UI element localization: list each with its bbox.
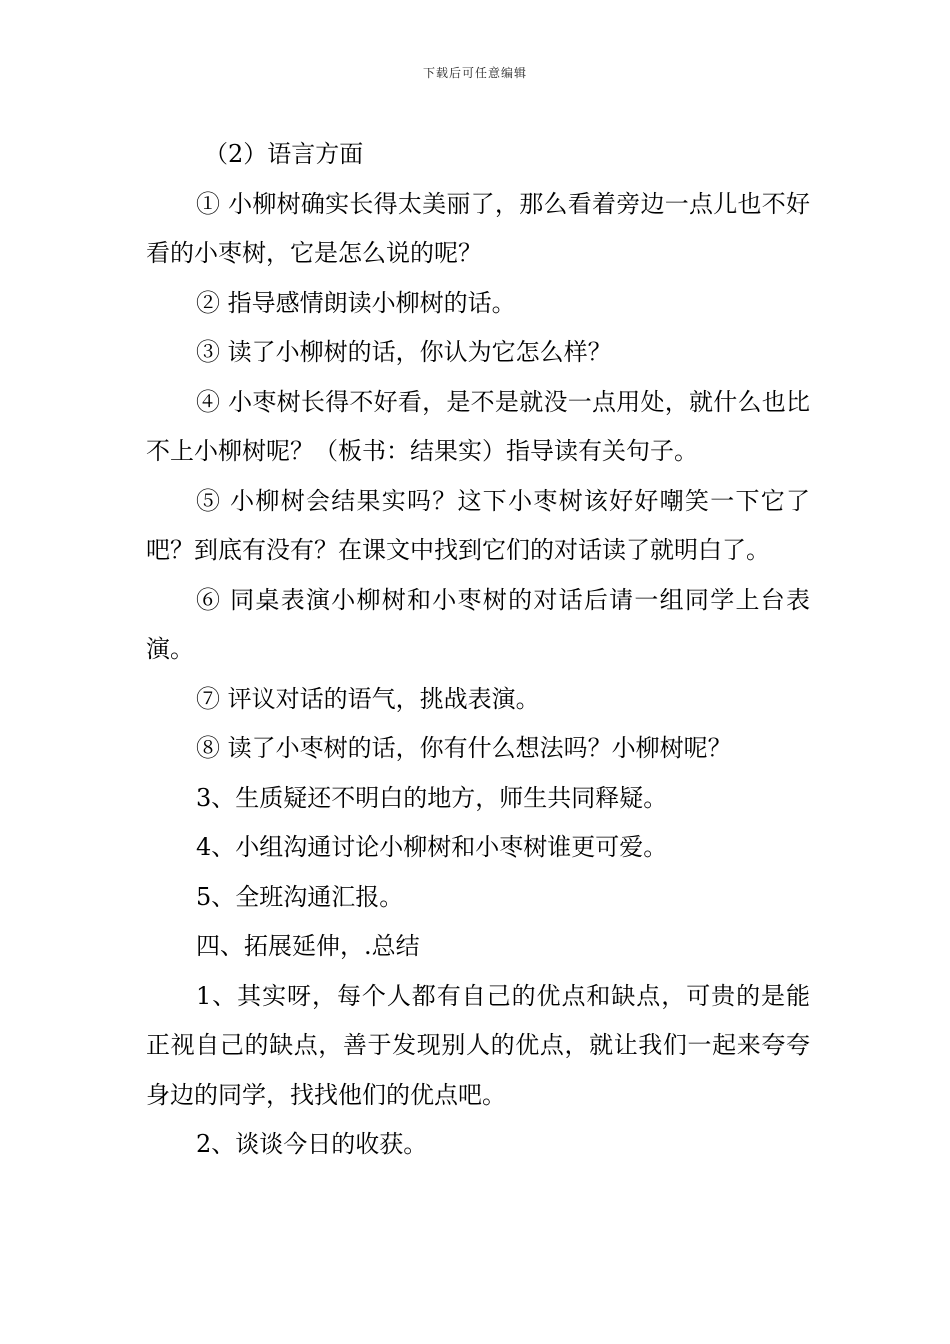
paragraph: ⑧ 读了小枣树的话，你有什么想法吗？小柳树呢？ <box>196 734 732 762</box>
page-header: 下载后可任意编辑 <box>422 66 527 80</box>
paragraph: 2、谈谈今日的收获。 <box>196 1130 428 1158</box>
paragraph: 3、生质疑还不明白的地方，师生共同释疑。 <box>196 783 668 812</box>
paragraph: 4、小组沟通讨论小柳树和小枣树谁更可爱。 <box>196 833 668 861</box>
section-heading: 四、拓展延伸，.总结 <box>196 932 420 960</box>
paragraph: ③ 读了小柳树的话，你认为它怎么样？ <box>196 338 612 366</box>
paragraph: ① 小柳树确实长得太美丽了，那么看着旁边一点儿也不好看的小枣树，它是怎么说的呢？ <box>146 189 810 267</box>
paragraph: ⑦ 评议对话的语气，挑战表演。 <box>196 684 540 713</box>
paragraph: ⑤ 小柳树会结果实吗？这下小枣树该好好嘲笑一下它了吧？到底有没有？在课文中找到它们的对话读了就明白了。 <box>146 486 810 564</box>
document-body <box>146 130 810 1170</box>
paragraph: （2）语言方面 <box>204 140 364 168</box>
paragraph: ⑥ 同桌表演小柳树和小枣树的对话后请一组同学上台表演。 <box>146 585 810 663</box>
paragraph: ④ 小枣树长得不好看，是不是就没一点用处，就什么也比不上小柳树呢？（板书：结果实）指导读有关句子。 <box>146 387 810 465</box>
paragraph: 1、其实呀，每个人都有自己的优点和缺点，可贵的是能正视自己的缺点，善于发现别人的优点，就让我们一起来夸夸身边的同学，找找他们的优点吧。 <box>146 981 810 1109</box>
paragraph: ② 指导感情朗读小柳树的话。 <box>196 288 516 317</box>
paragraph: 5、全班沟通汇报。 <box>196 882 404 911</box>
